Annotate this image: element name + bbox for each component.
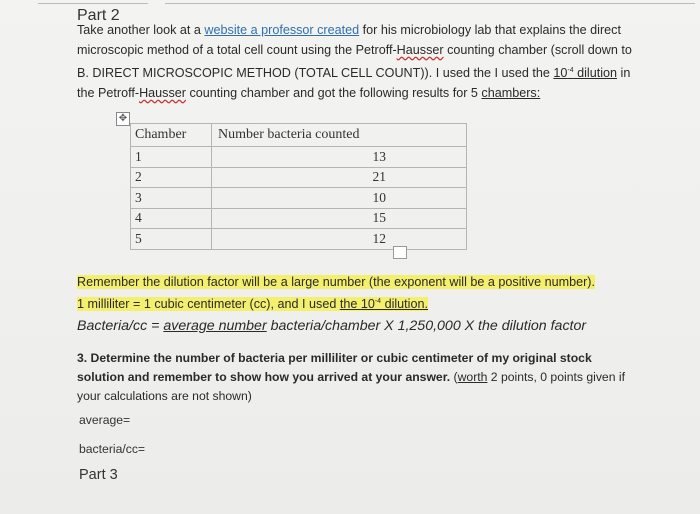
question-3-paren-open: ( [450, 370, 458, 384]
count-cell[interactable]: 21 [212, 167, 467, 188]
part3-heading: Part 3 [79, 467, 118, 483]
count-cell[interactable]: 12 [212, 229, 467, 250]
hausser-word-2: Hausser [139, 85, 186, 100]
question-3-prompt: 3. Determine the number of bacteria per milliliter or cubic centimeter of my original stock solution and remember to show how you arrived at your answer. [77, 351, 592, 384]
reminder-dilution [340, 297, 428, 311]
reminder-line-2-a: 1 milliliter = 1 cubic centimeter (cc), and I used [77, 297, 340, 312]
dilution-exponent: -4 [567, 66, 574, 74]
table-header-row [131, 124, 467, 147]
intro-text-4: in the Petroff- [77, 65, 631, 100]
question-3-points: 2 points, 0 points given if your calculations are not shown) [77, 370, 625, 403]
hausser-word-1: Hausser [396, 42, 444, 57]
count-cell[interactable]: 15 [212, 208, 467, 229]
count-cell[interactable]: 13 [212, 147, 467, 168]
table-move-handle-icon[interactable]: ✥ [116, 112, 130, 126]
reminder-line-2 [77, 297, 428, 311]
formula-average-number: average number [163, 318, 267, 334]
table-row [131, 167, 467, 188]
part2-heading: Part 2 [77, 7, 120, 24]
results-table [130, 123, 467, 250]
chamber-cell[interactable]: 5 [131, 229, 212, 250]
intro-text-3: counting chamber (scroll down to B. DIRECT MICROSCOPIC METHOD (TOTAL CELL COUNT)). I used the I used the [77, 42, 632, 80]
dilution-word: dilution [573, 65, 618, 80]
dilution-reminder [77, 273, 637, 314]
dilution-phrase [553, 66, 617, 80]
reminder-line-1: Remember the dilution factor will be a large number (the exponent will be a positive number). [77, 275, 596, 289]
intro-text-5: counting chamber and got the following results for 5 [185, 85, 482, 100]
chamber-cell[interactable]: 1 [131, 147, 212, 168]
table-resize-handle-icon[interactable] [393, 246, 407, 259]
header-bacteria-count: Number bacteria counted [212, 124, 467, 147]
intro-paragraph [77, 21, 637, 103]
header-chamber: Chamber [131, 124, 212, 147]
reminder-dilution-word: dilution. [381, 297, 428, 312]
table-row [131, 147, 467, 168]
reminder-dilution-exponent: -4 [374, 298, 382, 305]
table-row [131, 208, 467, 229]
average-label: average= [79, 413, 131, 427]
chamber-cell[interactable]: 4 [131, 208, 212, 229]
count-cell[interactable]: 10 [212, 188, 467, 209]
dilution-base: 10 [553, 65, 568, 80]
intro-text-2: for his microbiology lab that explains the direct microscopic method of a total cell count using the Petroff- [77, 23, 621, 57]
intro-text-1: Take another look at a [77, 23, 205, 37]
professor-website-link[interactable]: website a professor created [204, 23, 360, 37]
chamber-cell[interactable]: 3 [131, 188, 212, 209]
question-3-worth: worth [457, 370, 488, 384]
reminder-dilution-base: the 10 [339, 297, 375, 312]
chambers-word: chambers: [481, 85, 541, 100]
table-row [131, 188, 467, 209]
bacteria-per-cc-label: bacteria/cc= [79, 442, 146, 456]
formula-part-c: bacteria/chamber X 1,250,000 X the dilution factor [266, 318, 587, 334]
formula [77, 318, 586, 334]
chamber-cell[interactable]: 2 [131, 167, 212, 188]
table-row [131, 229, 467, 250]
question-3 [77, 349, 637, 406]
formula-part-a: Bacteria/cc = [77, 318, 164, 334]
